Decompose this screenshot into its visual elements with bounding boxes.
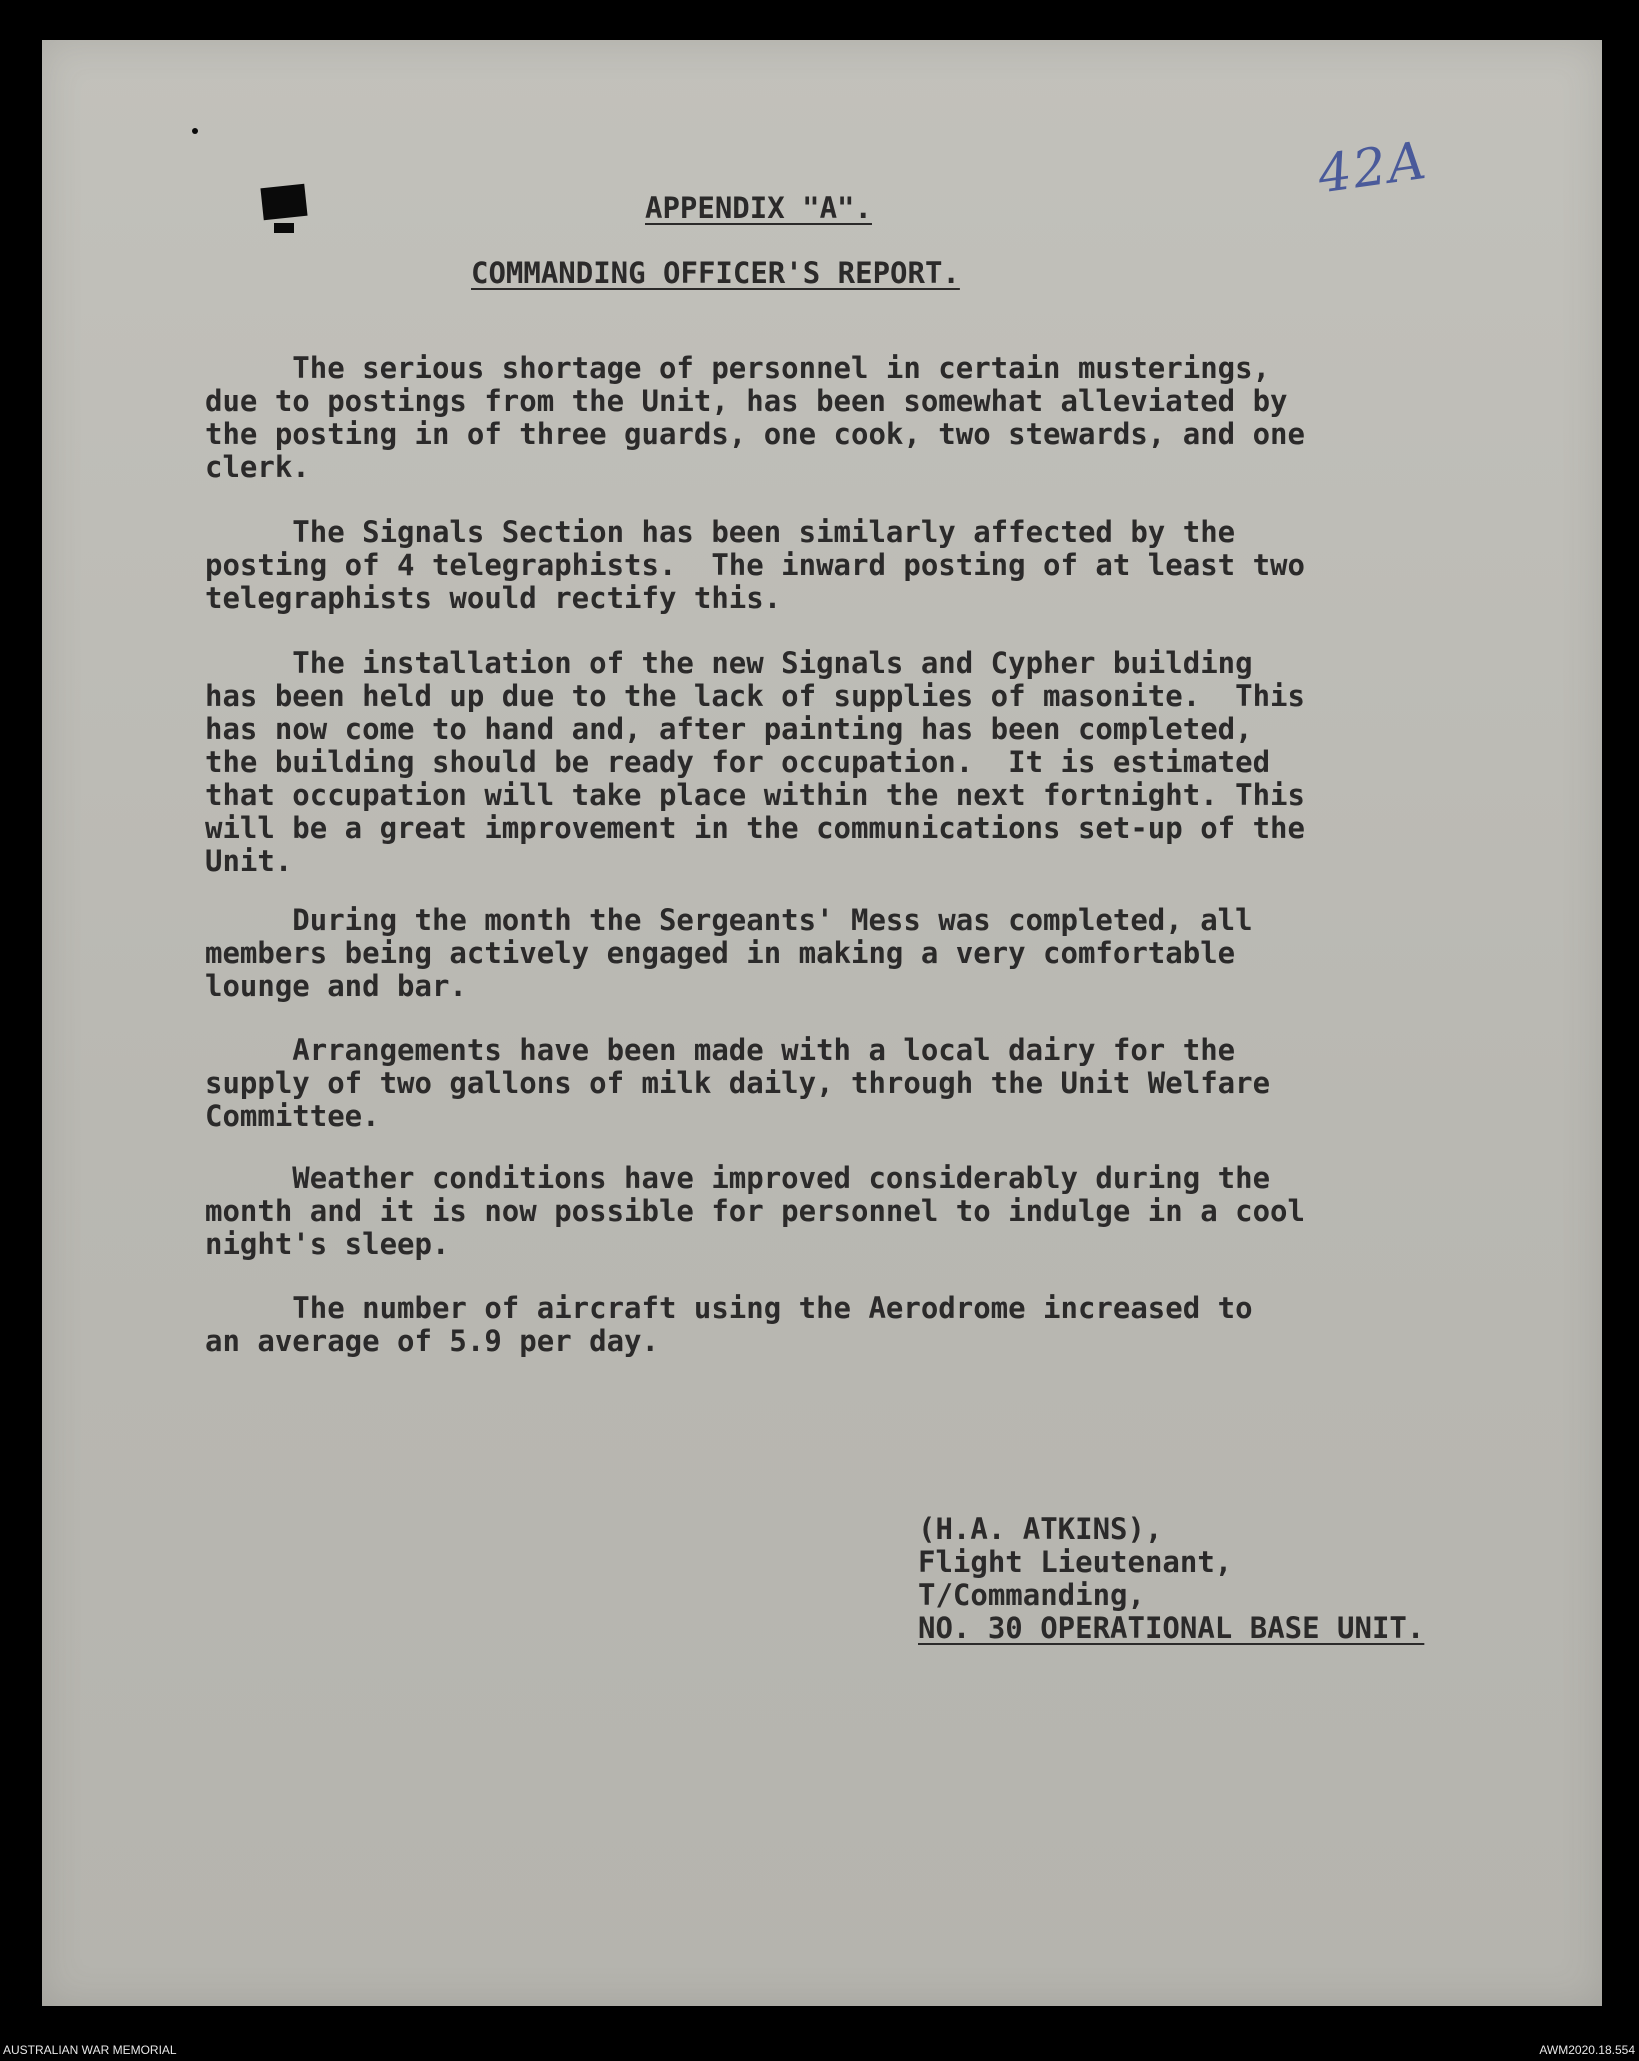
paragraph-line: The serious shortage of personnel in certain musterings, [205,351,1271,385]
paragraph-line: Committee. [205,1099,380,1133]
report-paragraph [205,352,1465,484]
paragraph-line: telegraphists would rectify this. [205,581,782,615]
report-paragraph [205,516,1465,615]
paragraph-line: that occupation will take place within the next fortnight. This [205,778,1305,812]
paragraph-line: During the month the Sergeants' Mess was completed, all [205,903,1253,937]
archive-credit: AUSTRALIAN WAR MEMORIAL [3,2043,177,2057]
document-heading: APPENDIX "A". [645,191,872,225]
paragraph-line: an average of 5.9 per day. [205,1324,659,1358]
archive-reference: AWM2020.18.554 [1539,2043,1635,2057]
report-paragraph [205,904,1465,1003]
paragraph-line: supply of two gallons of milk daily, through the Unit Welfare [205,1066,1271,1100]
torn-paper-mark [260,184,307,220]
paragraph-line: The Signals Section has been similarly affected by the [205,515,1236,549]
paragraph-line: members being actively engaged in making a very comfortable [205,936,1236,970]
paragraph-line: night's sleep. [205,1227,450,1261]
document-page [42,40,1602,2006]
paragraph-line: Weather conditions have improved considerably during the [205,1161,1271,1195]
paragraph-line: has been held up due to the lack of supplies of masonite. This [205,679,1305,713]
signature-block [918,1513,1424,1645]
paragraph-line: posting of 4 telegraphists. The inward posting of at least two [205,548,1305,582]
paragraph-line: the posting in of three guards, one cook, two stewards, and one [205,417,1305,451]
signatory-rank: Flight Lieutenant, [918,1545,1233,1579]
report-paragraph [205,647,1465,878]
signatory-role: T/Commanding, [918,1578,1145,1612]
signatory-unit: NO. 30 OPERATIONAL BASE UNIT. [918,1611,1425,1645]
paragraph-line: the building should be ready for occupation. It is estimated [205,745,1271,779]
paragraph-line: The installation of the new Signals and Cypher building [205,646,1253,680]
paragraph-line: lounge and bar. [205,969,467,1003]
signatory-name: (H.A. ATKINS), [918,1512,1163,1546]
report-paragraph [205,1162,1465,1261]
paragraph-line: has now come to hand and, after painting has been completed, [205,712,1253,746]
torn-paper-mark [192,128,198,134]
torn-paper-mark [274,223,294,233]
paragraph-line: clerk. [205,450,310,484]
folio-number: 42A [1314,130,1432,206]
report-paragraph [205,1292,1465,1358]
paragraph-line: month and it is now possible for personnel to indulge in a cool [205,1194,1305,1228]
paragraph-line: due to postings from the Unit, has been somewhat alleviated by [205,384,1288,418]
paragraph-line: will be a great improvement in the communications set-up of the [205,811,1305,845]
document-subheading: COMMANDING OFFICER'S REPORT. [471,256,960,290]
report-paragraph [205,1034,1465,1133]
paragraph-line: The number of aircraft using the Aerodrome increased to [205,1291,1253,1325]
paragraph-line: Arrangements have been made with a local dairy for the [205,1033,1236,1067]
paragraph-line: Unit. [205,844,293,878]
